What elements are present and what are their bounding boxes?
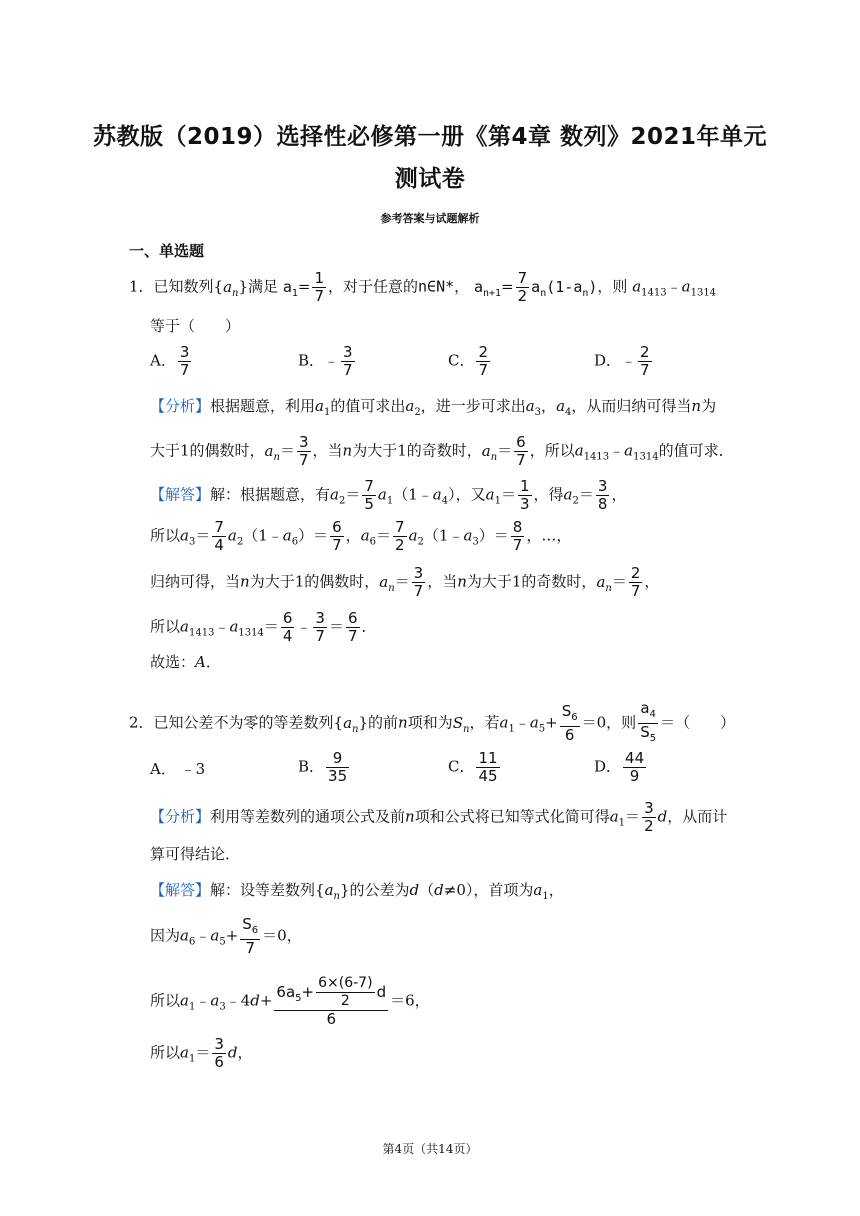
q2-solution-2: 因为$a_6﹣a_5+$ $\frac{S_6}{7}$ ＝0， — [150, 915, 302, 957]
q2-option-c[interactable]: C． $\frac{11}{45}$ — [448, 749, 498, 785]
page-footer: 第4页（共14页） — [382, 1142, 478, 1156]
q1-solution-4: 所以$a_{1413}﹣a_{1314}=$ $\frac{6}{4}$ ﹣ $\frac{3}{7}$ ＝ $\frac{6}{7}$ ． — [150, 609, 377, 645]
doc-subtitle: 参考答案与试题解析 — [380, 212, 480, 225]
analysis-tag: 【分析】 — [150, 807, 211, 826]
solution-tag: 【解答】 — [150, 881, 211, 899]
doc-title-line2: 测试卷 — [394, 166, 466, 192]
q2-analysis: 【分析】利用等差数列的通项公式及前n项和公式将已知等式化简可得$a_1=$ $\frac{3}{2}$ d，从而计 — [150, 799, 728, 835]
q1-answer: 故选：A． — [150, 653, 221, 671]
q1-analysis-2: 大于1的偶数时，$a_n=$ $\frac{3}{7}$ ，当n为大于1的奇数时，$a_n=$ $\frac{6}{7}$ ，所以$a_{1413}﹣a_{1314}$的值可求． — [150, 433, 734, 469]
q1-option-b[interactable]: B．﹣ $\frac{3}{7}$ — [298, 343, 353, 379]
q1-solution-3: 归纳可得，当n为大于1的偶数时，$a_n=$ $\frac{3}{7}$ ，当n为大于1的奇数时，$a_n=$ $\frac{2}{7}$ ， — [150, 564, 660, 600]
doc-title-line1: 苏教版（2019）选择性必修第一册《第4章 数列》2021年单元 — [92, 124, 768, 150]
q1-analysis: 【分析】根据题意，利用$a_1$的值可求出$a_2$，进一步可求出$a_3$，$a_4$，从而归纳可得当n为 — [150, 397, 717, 418]
q1-solution: 【解答】解：根据题意，有$a_2=$ $\frac{7}{5}$ $a_1(1﹣a_4)$，又$a_1=$ $\frac{1}{3}$ ，得$a_2=$ $\frac{3}{8}$ ， — [150, 477, 627, 513]
section-heading: 一、单选题 — [129, 242, 205, 260]
q1-solution-2: 所以$a_3=$ $\frac{7}{4}$ $a_2(1﹣a_6)=$ $\frac{6}{7}$ ，$a_6=$ $\frac{7}{2}$ $a_2(1﹣a_3)=$ $\frac{8}{7}$ ，…， — [150, 518, 572, 554]
q2-solution-3: 所以$a_1﹣a_3﹣4d+$ $6a_5+$ $\frac{6\times(6-7)}{2}$ d 6 ＝6， — [150, 975, 430, 1028]
analysis-tag: 【分析】 — [150, 397, 211, 415]
q1-stem-end: 等于（ ） — [150, 317, 241, 335]
q1-option-c[interactable]: C． $\frac{2}{7}$ — [448, 343, 489, 379]
q2-solution: 【解答】解：设等差数列$\{a_n\}$的公差为d（d≠0），首项为$a_1$， — [150, 881, 564, 902]
q2-analysis-2: 算可得结论． — [150, 845, 241, 863]
q1-option-a[interactable]: A． $\frac{3}{7}$ — [150, 343, 190, 379]
q2-stem: 2．已知公差不为零的等差数列$\{a_n\}$的前n项和为$S_n$，若$a_1﹣a_5+$ $\frac{S_6}{6}$ ＝0，则 $\frac{a_4}{S_5}$ ＝（ ） — [129, 699, 736, 744]
q1-option-d[interactable]: D．﹣ $\frac{2}{7}$ — [594, 343, 650, 379]
q2-solution-4: 所以$a_1=$ $\frac{3}{6}$ d， — [150, 1035, 253, 1071]
q2-option-d[interactable]: D． $\frac{44}{9}$ — [594, 749, 645, 785]
solution-tag: 【解答】 — [150, 485, 211, 504]
q2-option-b[interactable]: B． $\frac{9}{35}$ — [298, 749, 348, 785]
q2-option-a[interactable]: A． ﹣3 — [150, 760, 206, 778]
q1-stem: 1．已知数列$\{a_n\}$满足 $a_1=$ $\frac{1}{7}$ ，对于任意的n∈N*， $a_{n+1}=$ $\frac{7}{2}$ $a_n(1-a_n)$，则 $a_{1413}﹣a_{1314}$ — [129, 269, 717, 305]
